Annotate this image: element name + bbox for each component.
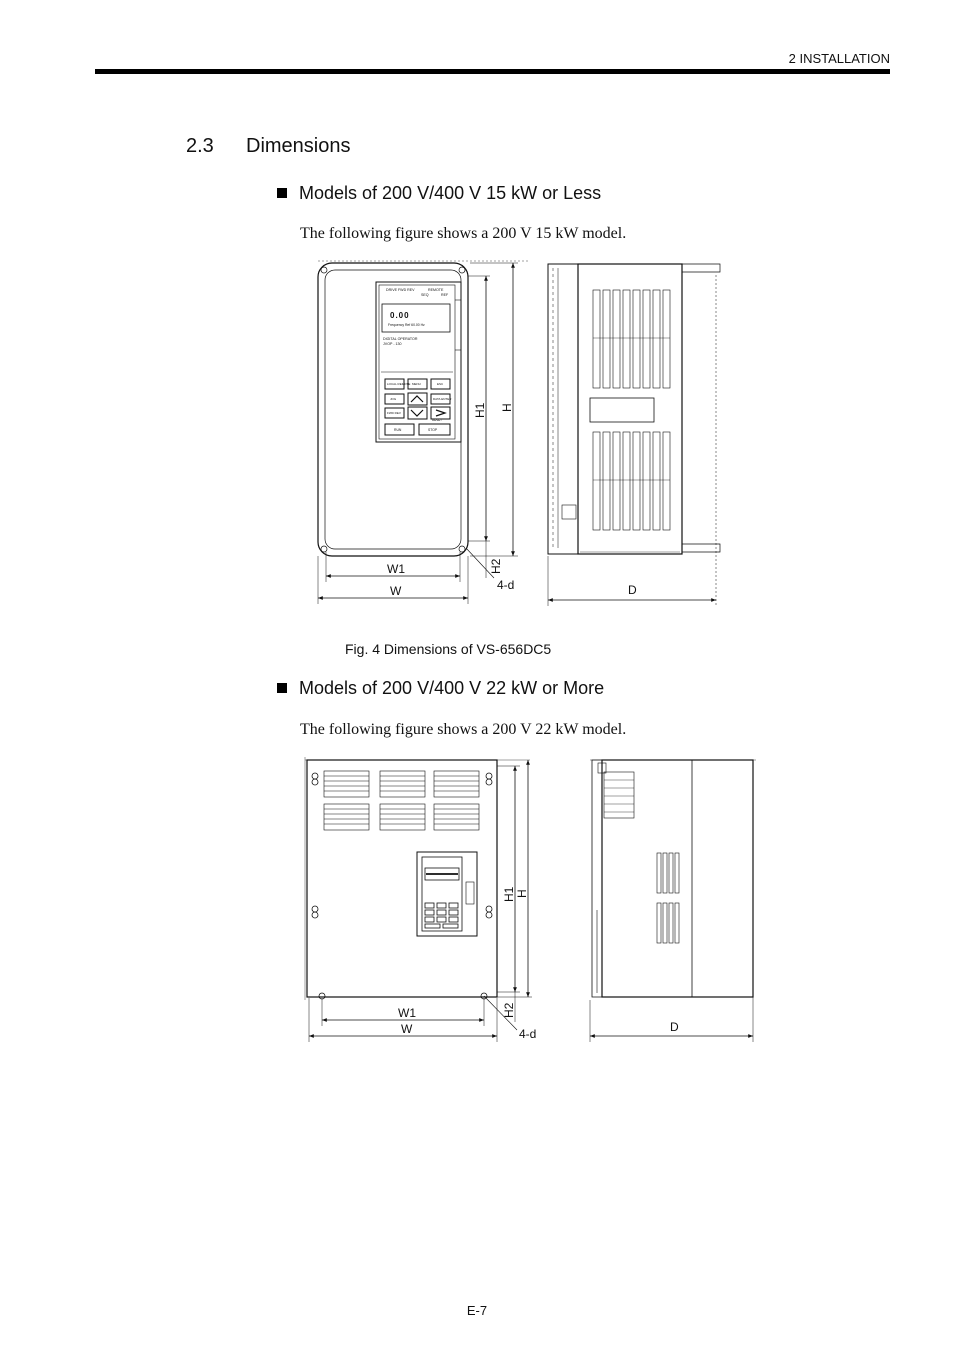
svg-text:D: D bbox=[628, 583, 637, 597]
svg-text:JVOP - 130: JVOP - 130 bbox=[383, 342, 402, 346]
figure1-depth-dimension bbox=[548, 275, 716, 606]
svg-text:W: W bbox=[390, 584, 402, 598]
running-header: 2 INSTALLATION bbox=[788, 51, 890, 66]
intro-text-large-models: The following figure shows a 200 V 22 kW model. bbox=[300, 721, 627, 738]
figure2-mounting-holes bbox=[312, 773, 492, 999]
svg-text:LOCAL REMOTE: LOCAL REMOTE bbox=[387, 382, 411, 386]
svg-text:Frequency Ref 60.00 Hz: Frequency Ref 60.00 Hz bbox=[388, 323, 425, 327]
svg-text:DRIVE FWD REV: DRIVE FWD REV bbox=[386, 288, 415, 292]
svg-text:JOG: JOG bbox=[390, 397, 397, 401]
svg-text:DIGITAL OPERATOR: DIGITAL OPERATOR bbox=[383, 337, 418, 341]
svg-text:W1: W1 bbox=[387, 562, 405, 576]
subheading-small-models-text: Models of 200 V/400 V 15 kW or Less bbox=[299, 183, 602, 203]
figure-caption: Fig. 4 Dimensions of VS-656DC5 bbox=[345, 641, 552, 657]
figure1-front-view bbox=[318, 261, 530, 556]
figure2-dimension-labels bbox=[398, 886, 679, 1041]
figure1-dimensions bbox=[318, 263, 518, 604]
svg-text:4-d: 4-d bbox=[519, 1027, 537, 1041]
svg-text:W1: W1 bbox=[398, 1006, 416, 1020]
digital-operator-panel bbox=[376, 282, 461, 442]
subheading-large-models bbox=[277, 678, 604, 699]
subheading-large-models-text: Models of 200 V/400 V 22 kW or More bbox=[299, 678, 605, 698]
section-title: Dimensions bbox=[246, 135, 351, 157]
figure1-side-vents bbox=[593, 290, 670, 530]
square-bullet-icon bbox=[277, 683, 287, 693]
figure1-side-view bbox=[548, 264, 720, 554]
figure2-operator-panel bbox=[417, 852, 477, 936]
svg-text:ESC: ESC bbox=[437, 382, 444, 386]
svg-text:RESET: RESET bbox=[432, 418, 443, 422]
svg-text:REF: REF bbox=[441, 293, 449, 297]
svg-text:STOP: STOP bbox=[428, 428, 438, 432]
page-number: E-7 bbox=[466, 1303, 488, 1318]
figure2-side-vents bbox=[657, 853, 679, 943]
figure2-front-vents bbox=[324, 771, 479, 830]
svg-text:4-d: 4-d bbox=[497, 578, 515, 592]
svg-text:W: W bbox=[401, 1022, 413, 1036]
intro-text-small-models: The following figure shows a 200 V 15 kW model. bbox=[300, 225, 627, 242]
svg-text:H: H bbox=[515, 889, 529, 898]
svg-text:0.00: 0.00 bbox=[390, 311, 410, 320]
svg-text:D: D bbox=[670, 1020, 679, 1034]
section-number: 2.3 bbox=[186, 135, 214, 157]
svg-text:RUN: RUN bbox=[394, 428, 402, 432]
svg-text:DATA ENTER: DATA ENTER bbox=[433, 397, 452, 401]
figure1-panel-text bbox=[383, 288, 452, 432]
svg-text:FWD REV: FWD REV bbox=[387, 411, 401, 415]
svg-text:H: H bbox=[500, 403, 514, 412]
svg-text:H2: H2 bbox=[502, 1002, 516, 1018]
svg-text:H1: H1 bbox=[473, 402, 487, 418]
svg-text:REMOTE: REMOTE bbox=[428, 288, 444, 292]
figure1-dimension-labels bbox=[387, 402, 637, 598]
svg-text:MENU: MENU bbox=[412, 382, 421, 386]
svg-text:H1: H1 bbox=[502, 886, 516, 902]
svg-text:H2: H2 bbox=[489, 558, 503, 574]
figure2-dimensions bbox=[309, 760, 532, 1042]
svg-text:SEQ: SEQ bbox=[421, 293, 429, 297]
